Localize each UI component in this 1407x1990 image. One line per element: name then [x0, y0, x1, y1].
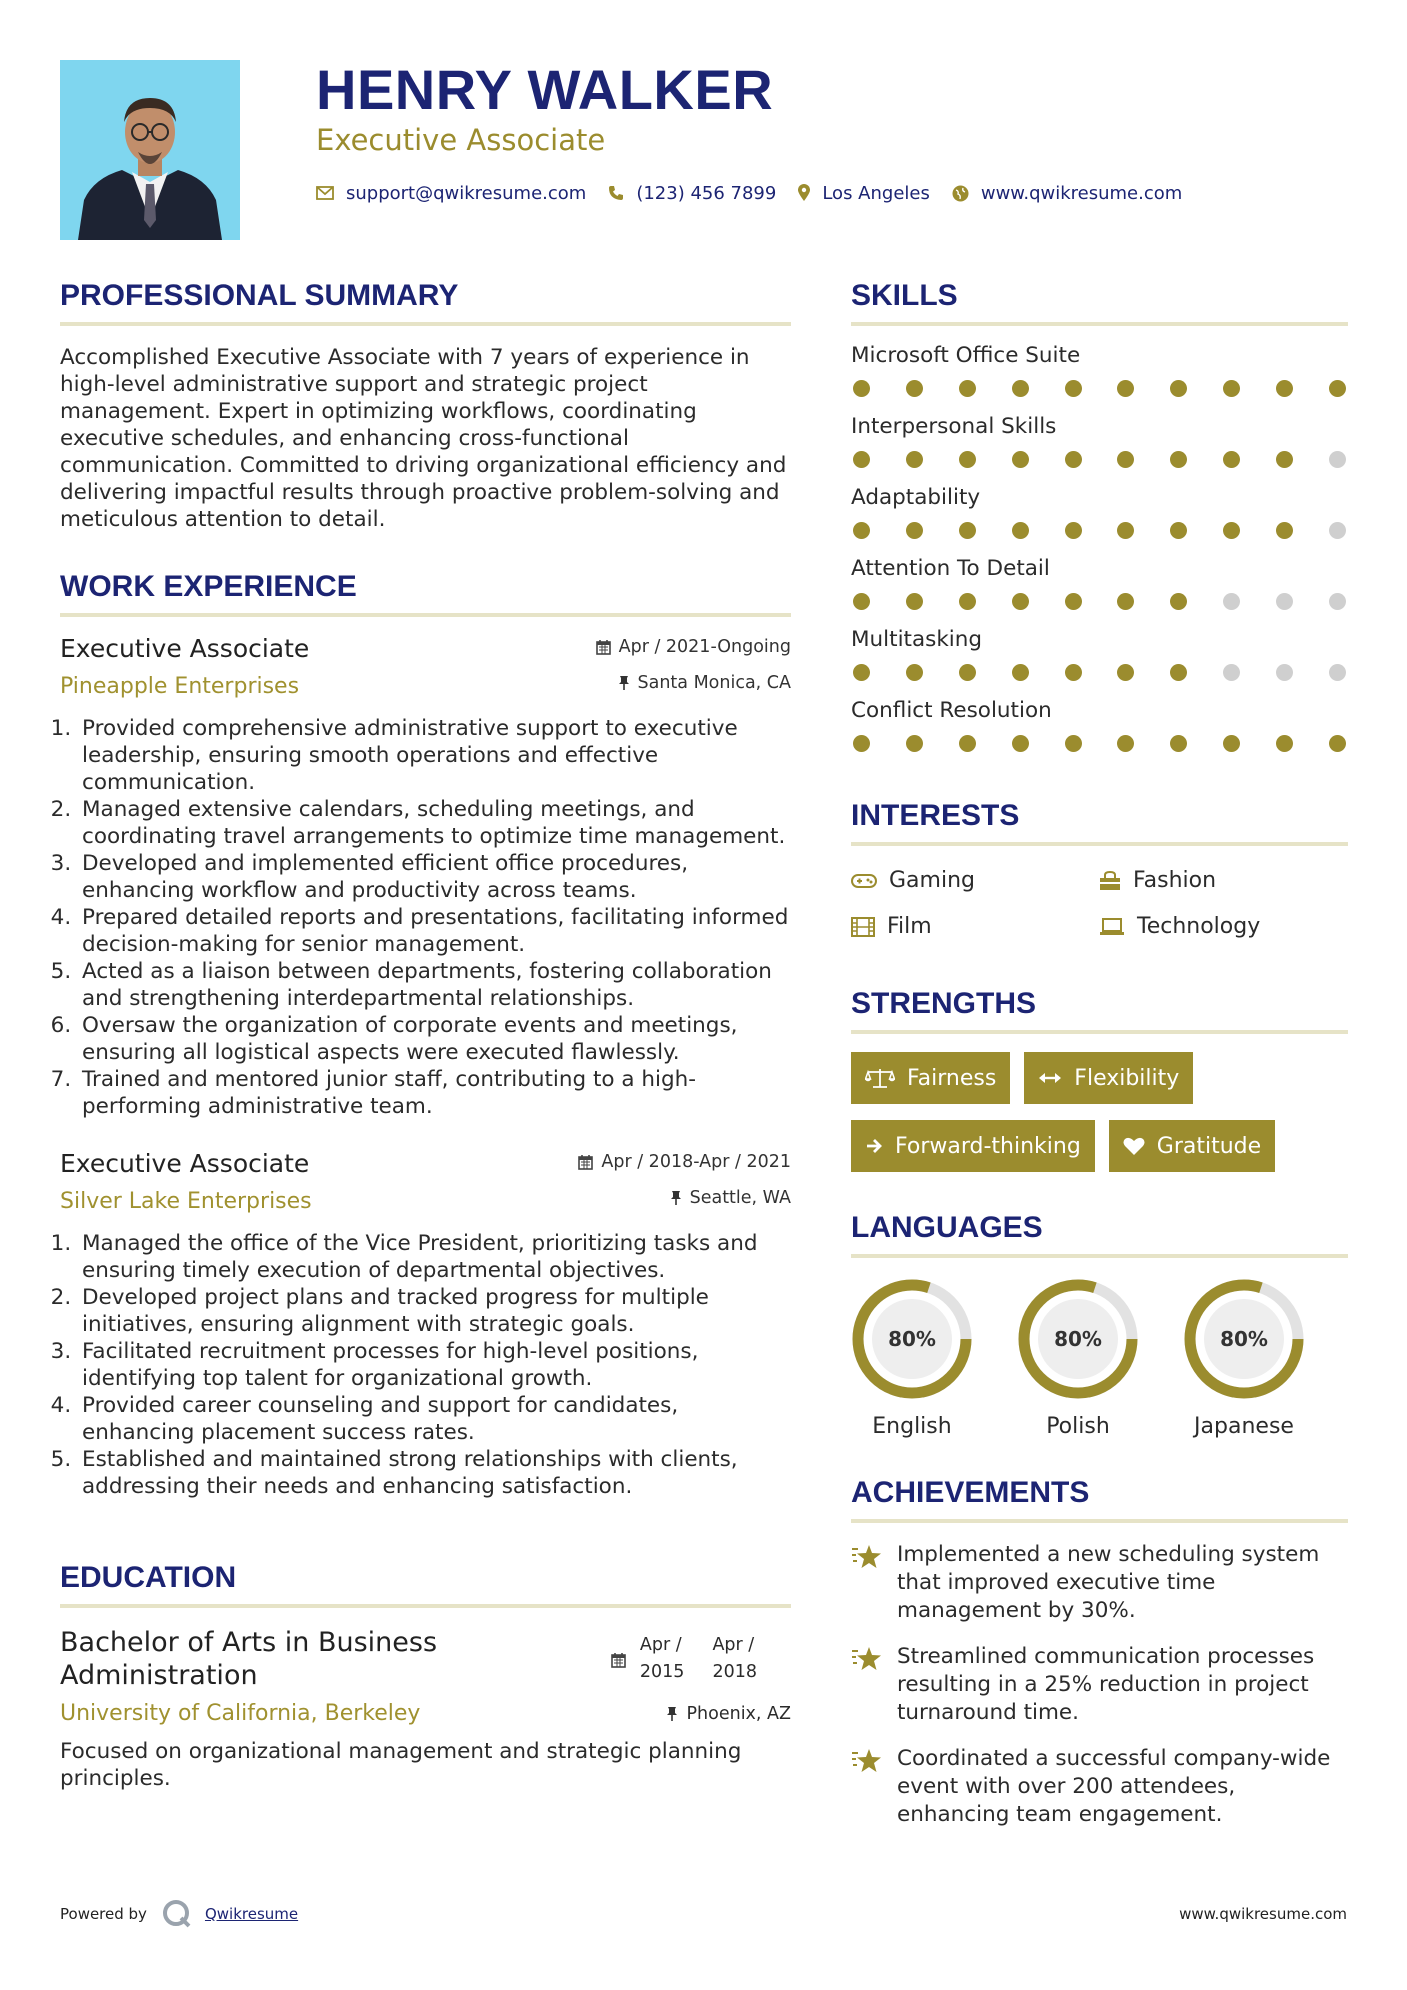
- skill-item: [851, 413, 1348, 468]
- language-percent: 80%: [888, 1327, 936, 1351]
- job-bullet: 1. Managed the office of the Vice President, prioritizing tasks and ensuring timely execution of departmental objectives.: [78, 1230, 791, 1284]
- rating-dot-filled: [1012, 522, 1029, 539]
- footer-url[interactable]: www.qwikresume.com: [1179, 1905, 1347, 1923]
- rating-dot-filled: [1117, 664, 1134, 681]
- rating-dot-filled: [853, 593, 870, 610]
- rating-dot-filled: [1170, 522, 1187, 539]
- job-bullet: 2. Managed extensive calendars, scheduling meetings, and coordinating travel arrangements to optimize time management.: [78, 796, 791, 850]
- section-divider: [851, 1519, 1348, 1523]
- scale-icon: [865, 1067, 895, 1089]
- job-location-text: Santa Monica, CA: [637, 673, 791, 693]
- rating-dot-filled: [1065, 451, 1082, 468]
- skill-item: [851, 626, 1348, 681]
- arrow-right-icon: [865, 1137, 883, 1155]
- heart-icon: [1123, 1136, 1145, 1156]
- interests-heading: INTERESTS: [851, 799, 1020, 832]
- rating-dot-filled: [1117, 380, 1134, 397]
- language-item: [851, 1278, 973, 1439]
- rating-dot-filled: [853, 451, 870, 468]
- rating-dot-filled: [1065, 522, 1082, 539]
- language-item: [1183, 1278, 1305, 1439]
- rating-dot-filled: [1170, 735, 1187, 752]
- rating-dot-filled: [1223, 451, 1240, 468]
- pushpin-icon: [666, 1706, 678, 1722]
- language-ring: [1183, 1278, 1305, 1400]
- map-pin-icon: [798, 184, 810, 202]
- right-column: [851, 276, 1348, 1829]
- education-degree: Bachelor of Arts in Business Administration: [60, 1627, 438, 1691]
- skill-item: [851, 484, 1348, 539]
- job-entry: [60, 1148, 791, 1500]
- rating-dot-filled: [1117, 735, 1134, 752]
- interest-label: Film: [887, 914, 932, 939]
- education-end-month: Apr /: [712, 1635, 755, 1655]
- rating-dot-filled: [1065, 380, 1082, 397]
- interests-list: [851, 866, 1348, 942]
- skills-heading: SKILLS: [851, 279, 958, 312]
- qwikresume-logo-icon: [161, 1898, 193, 1930]
- language-percent: 80%: [1054, 1327, 1102, 1351]
- interest-item: [1099, 866, 1347, 896]
- rating-dot-filled: [1012, 451, 1029, 468]
- job-bullet: 3. Facilitated recruitment processes for high-level positions, identifying top talent for organizational growth.: [78, 1338, 791, 1392]
- achievement-text: Coordinated a successful company-wide event with over 200 attendees, enhancing team engagement.: [897, 1746, 1331, 1827]
- contact-location-text: Los Angeles: [822, 182, 930, 204]
- skill-name: Attention To Detail: [851, 556, 1050, 581]
- rating-dot-filled: [1276, 735, 1293, 752]
- globe-icon: [952, 185, 969, 202]
- rating-dot-filled: [959, 735, 976, 752]
- section-divider: [851, 1030, 1348, 1034]
- pushpin-icon: [618, 675, 630, 691]
- language-ring: [1017, 1278, 1139, 1400]
- rating-dot-filled: [959, 522, 976, 539]
- interest-label: Fashion: [1133, 868, 1217, 893]
- rating-dot-filled: [1276, 451, 1293, 468]
- star-award-icon: [851, 1645, 883, 1673]
- film-icon: [851, 917, 875, 937]
- rating-dot-filled: [1012, 664, 1029, 681]
- profile-photo: [60, 60, 240, 240]
- skill-rating: [851, 593, 1348, 610]
- job-location: [670, 1188, 791, 1208]
- section-divider: [851, 322, 1348, 326]
- job-bullet: 6. Oversaw the organization of corporate events and meetings, ensuring all logistical aspects were executed flawlessly.: [78, 1012, 791, 1066]
- rating-dot-filled: [1170, 664, 1187, 681]
- strengths-heading: STRENGTHS: [851, 987, 1037, 1020]
- rating-dot-filled: [1329, 735, 1346, 752]
- footer-powered-by: [60, 1898, 298, 1930]
- job-bullets: [60, 1230, 791, 1500]
- achievement-item: [851, 1643, 1348, 1727]
- contact-phone[interactable]: [608, 183, 776, 204]
- pushpin-icon: [670, 1190, 682, 1206]
- job-title: Executive Associate: [60, 1149, 310, 1178]
- summary-heading: PROFESSIONAL SUMMARY: [60, 279, 459, 312]
- rating-dot-empty: [1223, 664, 1240, 681]
- contact-bar: [316, 178, 1204, 208]
- rating-dot-filled: [1276, 380, 1293, 397]
- job-bullets: [60, 715, 791, 1120]
- languages-list: [851, 1278, 1348, 1439]
- job-bullet: 7. Trained and mentored junior staff, contributing to a high-performing administrative team.: [78, 1066, 791, 1120]
- achievement-text: Implemented a new scheduling system that improved executive time management by 30%.: [897, 1542, 1320, 1623]
- contact-location: [798, 183, 930, 204]
- rating-dot-filled: [1170, 380, 1187, 397]
- strength-label: Fairness: [907, 1065, 997, 1091]
- language-name: Polish: [1046, 1414, 1110, 1439]
- skill-name: Conflict Resolution: [851, 698, 1052, 723]
- calendar-icon: [578, 1154, 593, 1170]
- rating-dot-filled: [906, 380, 923, 397]
- interest-label: Technology: [1137, 914, 1261, 939]
- education-location: [666, 1704, 791, 1724]
- skill-name: Microsoft Office Suite: [851, 343, 1081, 368]
- rating-dot-filled: [959, 664, 976, 681]
- strength-label: Flexibility: [1074, 1065, 1180, 1091]
- rating-dot-filled: [959, 380, 976, 397]
- rating-dot-filled: [1065, 664, 1082, 681]
- education-school: University of California, Berkeley: [60, 1701, 421, 1726]
- job-date-text: Apr / 2021-Ongoing: [618, 637, 791, 657]
- education-location-text: Phoenix, AZ: [686, 1704, 791, 1724]
- achievement-text: Streamlined communication processes resulting in a 25% reduction in project turnaround time.: [897, 1644, 1315, 1725]
- star-award-icon: [851, 1543, 883, 1571]
- strength-tag: [851, 1120, 1095, 1172]
- rating-dot-filled: [906, 593, 923, 610]
- job-bullet: 4. Prepared detailed reports and presentations, facilitating informed decision-making for senior management.: [78, 904, 791, 958]
- education-start: [640, 1632, 685, 1686]
- envelope-icon: [316, 186, 334, 200]
- achievement-item: [851, 1541, 1348, 1625]
- skill-name: Adaptability: [851, 485, 981, 510]
- skill-rating: [851, 380, 1348, 397]
- job-bullet: 3. Developed and implemented efficient office procedures, enhancing workflow and productivity across teams.: [78, 850, 791, 904]
- rating-dot-filled: [906, 451, 923, 468]
- person-portrait-icon: [60, 60, 240, 240]
- calendar-icon: [611, 1652, 626, 1668]
- rating-dot-empty: [1329, 451, 1346, 468]
- achievements-heading: ACHIEVEMENTS: [851, 1476, 1090, 1509]
- language-name: English: [872, 1414, 952, 1439]
- rating-dot-filled: [1012, 380, 1029, 397]
- rating-dot-filled: [959, 593, 976, 610]
- rating-dot-filled: [1223, 735, 1240, 752]
- skill-item: [851, 342, 1348, 397]
- section-divider: [851, 1254, 1348, 1258]
- contact-email-text: support@qwikresume.com: [346, 182, 587, 204]
- rating-dot-filled: [1117, 451, 1134, 468]
- education-description: Focused on organizational management and strategic planning principles.: [60, 1739, 742, 1791]
- rating-dot-filled: [1117, 522, 1134, 539]
- section-divider: [851, 842, 1348, 846]
- rating-dot-filled: [853, 522, 870, 539]
- rating-dot-empty: [1329, 664, 1346, 681]
- skill-item: [851, 555, 1348, 610]
- section-divider: [60, 613, 791, 617]
- candidate-role: Executive Associate: [316, 123, 606, 157]
- interest-item: [851, 866, 1099, 896]
- skill-name: Interpersonal Skills: [851, 414, 1057, 439]
- language-ring: [851, 1278, 973, 1400]
- rating-dot-filled: [853, 664, 870, 681]
- summary-text: Accomplished Executive Associate with 7 years of experience in high-level administrative support and strategic project management. Expert in optimizing workflows, coordinating executive schedules, and enhancing cross-functional communication. Committed to driving organizational efficiency and delivering impactful results through proactive problem-solving and meticulous attention to detail.: [60, 345, 787, 532]
- rating-dot-filled: [1276, 522, 1293, 539]
- rating-dot-filled: [853, 380, 870, 397]
- calendar-icon: [596, 639, 611, 655]
- rating-dot-filled: [1170, 451, 1187, 468]
- interest-label: Gaming: [889, 868, 975, 893]
- rating-dot-filled: [906, 735, 923, 752]
- strength-label: Forward-thinking: [895, 1133, 1081, 1159]
- contact-phone-text: (123) 456 7899: [636, 182, 777, 204]
- gamepad-icon: [851, 873, 877, 889]
- skill-rating: [851, 451, 1348, 468]
- strength-label: Gratitude: [1156, 1133, 1262, 1159]
- language-item: [1017, 1278, 1139, 1439]
- education-start-year: 2015: [639, 1662, 685, 1682]
- strength-tag: [1024, 1052, 1193, 1104]
- strengths-list: [851, 1052, 1348, 1188]
- rating-dot-filled: [906, 664, 923, 681]
- job-bullet: 5. Acted as a liaison between departments, fostering collaboration and strengthening interdepartmental relationships.: [78, 958, 791, 1012]
- skills-list: [851, 342, 1348, 752]
- achievement-item: [851, 1745, 1348, 1829]
- skill-item: [851, 697, 1348, 752]
- education-entry: [60, 1626, 791, 1734]
- job-location: [618, 673, 792, 693]
- education-end: [712, 1632, 757, 1686]
- contact-website-text: www.qwikresume.com: [980, 182, 1183, 204]
- job-entry: [60, 633, 791, 1120]
- skill-rating: [851, 735, 1348, 752]
- rating-dot-filled: [906, 522, 923, 539]
- rating-dot-empty: [1276, 593, 1293, 610]
- skill-rating: [851, 522, 1348, 539]
- interest-item: [851, 912, 1099, 942]
- rating-dot-filled: [1329, 380, 1346, 397]
- skill-name: Multitasking: [851, 627, 983, 652]
- qwikresume-link[interactable]: Qwikresume: [204, 1905, 299, 1923]
- strength-tag: [1109, 1120, 1275, 1172]
- left-column: [60, 276, 791, 1792]
- education-heading: EDUCATION: [60, 1561, 237, 1594]
- job-company: Pineapple Enterprises: [60, 674, 300, 699]
- rating-dot-empty: [1276, 664, 1293, 681]
- rating-dot-empty: [1329, 593, 1346, 610]
- rating-dot-filled: [1223, 380, 1240, 397]
- job-bullet: 5. Established and maintained strong relationships with clients, addressing their needs and enhancing satisfaction.: [78, 1446, 791, 1500]
- language-name: Japanese: [1194, 1414, 1294, 1439]
- laptop-icon: [1099, 918, 1125, 936]
- rating-dot-filled: [1223, 522, 1240, 539]
- candidate-name: HENRY WALKER: [316, 58, 774, 121]
- rating-dot-filled: [1012, 735, 1029, 752]
- education-start-month: Apr /: [639, 1635, 682, 1655]
- job-date: [578, 1152, 791, 1172]
- rating-dot-filled: [1170, 593, 1187, 610]
- contact-email[interactable]: [316, 183, 586, 204]
- job-date-text: Apr / 2018-Apr / 2021: [601, 1152, 791, 1172]
- job-date: [596, 637, 791, 657]
- star-award-icon: [851, 1747, 883, 1775]
- strength-tag: [851, 1052, 1010, 1104]
- rating-dot-empty: [1223, 593, 1240, 610]
- rating-dot-filled: [1012, 593, 1029, 610]
- job-bullet: 2. Developed project plans and tracked progress for multiple initiatives, ensuring alignment with strategic goals.: [78, 1284, 791, 1338]
- rating-dot-filled: [1065, 735, 1082, 752]
- experience-heading: WORK EXPERIENCE: [60, 570, 357, 603]
- language-percent: 80%: [1220, 1327, 1268, 1351]
- job-title: Executive Associate: [60, 634, 310, 663]
- achievements-list: [851, 1541, 1348, 1829]
- job-bullet: 4. Provided career counseling and support for candidates, enhancing placement success rates.: [78, 1392, 791, 1446]
- section-divider: [60, 1604, 791, 1608]
- shopping-bag-icon: [1099, 871, 1121, 891]
- arrows-horizontal-icon: [1038, 1071, 1062, 1085]
- contact-website[interactable]: [952, 183, 1182, 204]
- languages-heading: LANGUAGES: [851, 1211, 1043, 1244]
- rating-dot-filled: [853, 735, 870, 752]
- skill-rating: [851, 664, 1348, 681]
- education-end-year: 2018: [712, 1662, 757, 1682]
- rating-dot-empty: [1329, 522, 1346, 539]
- rating-dot-filled: [959, 451, 976, 468]
- powered-by-text: Powered by: [60, 1905, 147, 1923]
- job-bullet: 1. Provided comprehensive administrative support to executive leadership, ensuring smooth operations and effective communication.: [78, 715, 791, 796]
- interest-item: [1099, 912, 1347, 942]
- rating-dot-filled: [1065, 593, 1082, 610]
- phone-icon: [608, 185, 624, 201]
- job-location-text: Seattle, WA: [689, 1188, 791, 1208]
- job-company: Silver Lake Enterprises: [60, 1189, 312, 1214]
- section-divider: [60, 322, 791, 326]
- education-dates: [611, 1632, 757, 1686]
- rating-dot-filled: [1117, 593, 1134, 610]
